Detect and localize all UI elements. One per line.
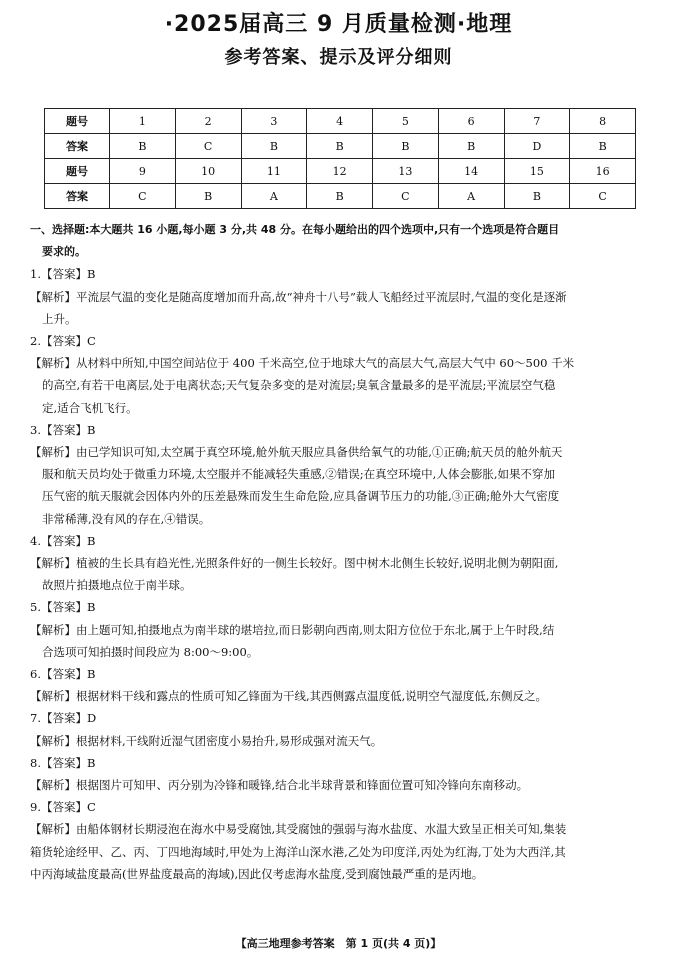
table-cell: 7 <box>504 109 570 134</box>
table-cell: 8 <box>570 109 636 134</box>
table-cell: 1 <box>110 109 176 134</box>
item-analysis-line: 【解析】从材料中所知,中国空间站位于 400 千米高空,位于地球大气的高层大气,高层大气中 60～500 千米 <box>30 356 575 371</box>
item-analysis-line: 【解析】由已学知识可知,太空属于真空环境,舱外航天服应具备供给氧气的功能,①正确;航天员的舱外航天 <box>30 445 563 460</box>
table-cell: 11 <box>241 159 307 184</box>
item-answer: 2.【答案】C <box>30 334 96 349</box>
item-answer: 8.【答案】B <box>30 755 96 770</box>
item-analysis-line: 【解析】由上题可知,拍摄地点为南半球的堪培拉,而日影朝向西南,则太阳方位位于东北,属于上午时段,结 <box>30 622 555 637</box>
item-analysis-line: 【解析】根据图片可知甲、丙分别为冷锋和暖锋,结合北半球背景和锋面位置可知冷锋向东南移动。 <box>30 778 529 793</box>
table-cell: B <box>504 184 570 209</box>
table-cell: B <box>570 134 636 159</box>
table-cell: B <box>307 134 373 159</box>
item-analysis-line: 压气密的航天服就会因体内外的压差悬殊而发生生命危险,应具备调节压力的功能,③正确;舱外大气密度 <box>42 489 560 504</box>
item-answer: 7.【答案】D <box>30 711 97 726</box>
row-label: 题号 <box>45 159 110 184</box>
table-row <box>45 109 636 134</box>
row-label: 答案 <box>45 184 110 209</box>
page-footer: 【高三地理参考答案 第 1 页(共 4 页)】 <box>235 937 442 950</box>
answer-table <box>44 108 636 209</box>
section-heading-continued: 要求的。 <box>42 245 86 259</box>
table-cell: 14 <box>438 159 504 184</box>
table-cell: B <box>373 134 439 159</box>
item-analysis-line: 合选项可知拍摄时间段应为 8:00～9:00。 <box>42 644 259 659</box>
item-answer: 6.【答案】B <box>30 667 96 682</box>
table-cell: 12 <box>307 159 373 184</box>
page-subtitle: 参考答案、提示及评分细则 <box>224 47 453 68</box>
item-answer: 1.【答案】B <box>30 267 96 282</box>
table-cell: 16 <box>570 159 636 184</box>
row-label: 题号 <box>45 109 110 134</box>
item-analysis-line: 【解析】由船体钢材长期浸泡在海水中易受腐蚀,其受腐蚀的强弱与海水盐度、水温大致呈正相关可知,集装 <box>30 822 567 837</box>
table-cell: 15 <box>504 159 570 184</box>
table-cell: C <box>570 184 636 209</box>
item-analysis-line: 【解析】根据材料干线和露点的性质可知乙锋面为干线,其西侧露点温度低,说明空气湿度低,东侧反之。 <box>30 689 547 704</box>
item-analysis-line: 故照片拍摄地点位于南半球。 <box>42 578 192 593</box>
page-title: ·2025届高三 9 月质量检测·地理 <box>164 12 513 37</box>
item-analysis-line: 箱货轮途经甲、乙、丙、丁四地海域时,甲处为上海洋山深水港,乙处为印度洋,丙处为红海,丁处为大西洋,其 <box>30 844 566 859</box>
table-row <box>45 159 636 184</box>
table-row <box>45 184 636 209</box>
table-row <box>45 134 636 159</box>
table-cell: 4 <box>307 109 373 134</box>
item-analysis-line: 【解析】植被的生长具有趋光性,光照条件好的一侧生长较好。图中树木北侧生长较好,说明北侧为朝阳面, <box>30 556 559 571</box>
table-cell: B <box>241 134 307 159</box>
table-cell: B <box>110 134 176 159</box>
item-answer: 9.【答案】C <box>30 800 96 815</box>
table-cell: C <box>110 184 176 209</box>
table-cell: 9 <box>110 159 176 184</box>
item-analysis-line: 非常稀薄,没有风的存在,④错误。 <box>42 511 211 526</box>
table-cell: C <box>175 134 241 159</box>
item-answer: 3.【答案】B <box>30 422 96 437</box>
table-cell: D <box>504 134 570 159</box>
item-analysis-line: 【解析】根据材料,干线附近湿气团密度小易抬升,易形成强对流天气。 <box>30 733 383 748</box>
section-heading: 一、选择题:本大题共 16 小题,每小题 3 分,共 48 分。在每小题给出的四个选项中,只有一个选项是符合题目 <box>30 223 560 236</box>
table-cell: B <box>307 184 373 209</box>
item-answer: 4.【答案】B <box>30 533 96 548</box>
table-cell: B <box>175 184 241 209</box>
table-cell: B <box>438 134 504 159</box>
table-cell: 3 <box>241 109 307 134</box>
item-analysis-line: 上升。 <box>42 311 77 326</box>
table-cell: A <box>241 184 307 209</box>
item-analysis-line: 定,适合飞机飞行。 <box>42 400 138 415</box>
table-cell: 6 <box>438 109 504 134</box>
table-cell: C <box>373 184 439 209</box>
row-label: 答案 <box>45 134 110 159</box>
item-answer: 5.【答案】B <box>30 600 96 615</box>
page-header <box>0 10 677 70</box>
table-cell: 10 <box>175 159 241 184</box>
table-cell: 5 <box>373 109 439 134</box>
item-analysis-line: 【解析】平流层气温的变化是随高度增加而升高,故“神舟十八号”载人飞船经过平流层时,气温的变化是逐渐 <box>30 289 567 304</box>
table-cell: 2 <box>175 109 241 134</box>
table-cell: 13 <box>373 159 439 184</box>
item-analysis-line: 服和航天员均处于微重力环境,太空服并不能减轻失重感,②错误;在真空环境中,人体会膨胀,如果不穿加 <box>42 467 555 482</box>
item-analysis-line: 的高空,有若干电离层,处于电离状态;天气复杂多变的是对流层;臭氧含量最多的是平流层;平流层空气稳 <box>42 378 556 393</box>
table-cell: A <box>438 184 504 209</box>
item-analysis-line: 中丙海域盐度最高(世界盐度最高的海域),因此仅考虑海水盐度,受到腐蚀最严重的是丙地。 <box>30 866 484 881</box>
answer-explanations <box>30 219 646 885</box>
